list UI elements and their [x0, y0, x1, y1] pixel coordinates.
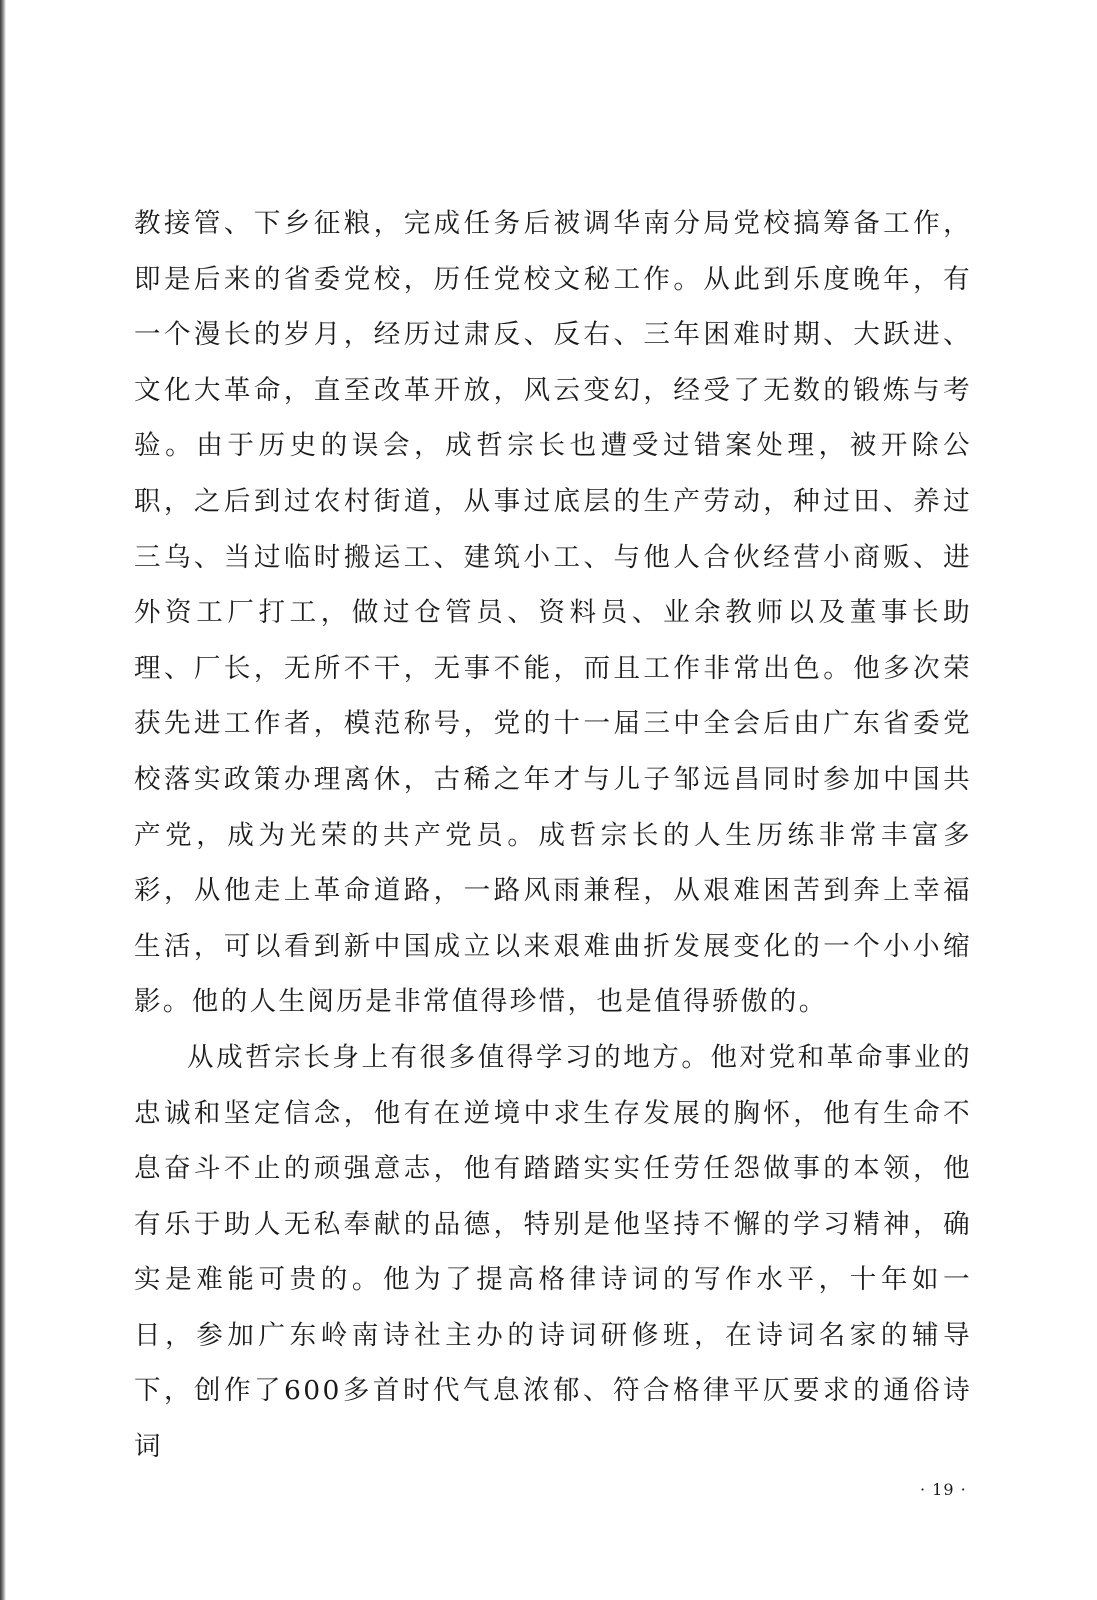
- page-body: [134, 196, 972, 1475]
- paragraph-main: 从成哲宗长身上有很多值得学习的地方。他对党和革命事业的忠诚和坚定信念，他有在逆境中求生存发展的胸怀，他有生命不息奋斗不止的顽强意志，他有踏踏实实任劳任怨做事的本领，他有乐于助人无私奉献的品德，特别是他坚持不懈的学习精神，确实是难能可贵的。他为了提高格律诗词的写作水平，十年如一日，参加广东岭南诗社主办的诗词研修班，在诗词名家的辅导下，创作了600多首时代气息浓郁、符合格律平仄要求的通俗诗词: [134, 1041, 972, 1463]
- page-number: · 19 ·: [920, 1480, 967, 1499]
- scan-edge-shadow: [0, 0, 6, 1600]
- paragraph-continued: 教接管、下乡征粮，完成任务后被调华南分局党校搞筹备工作，即是后来的省委党校，历任党校文秘工作。从此到乐度晚年，有一个漫长的岁月，经历过肃反、反右、三年困难时期、大跃进、文化大革命，直至改革开放，风云变幻，经受了无数的锻炼与考验。由于历史的误会，成哲宗长也遭受过错案处理，被开除公职，之后到过农村街道，从事过底层的生产劳动，种过田、养过三乌、当过临时搬运工、建筑小工、与他人合伙经营小商贩、进外资工厂打工，做过仓管员、资料员、业余教师以及董事长助理、厂长，无所不干，无事不能，而且工作非常出色。他多次荣获先进工作者，模范称号，党的十一届三中全会后由广东省委党校落实政策办理离休，古稀之年才与儿子邹远昌同时参加中国共产党，成为光荣的共产党员。成哲宗长的人生历练非常丰富多彩，从他走上革命道路，一路风雨兼程，从艰难困苦到奔上幸福生活，可以看到新中国成立以来艰难曲折发展变化的一个小小缩影。他的人生阅历是非常值得珍惜，也是值得骄傲的。: [134, 208, 972, 1018]
